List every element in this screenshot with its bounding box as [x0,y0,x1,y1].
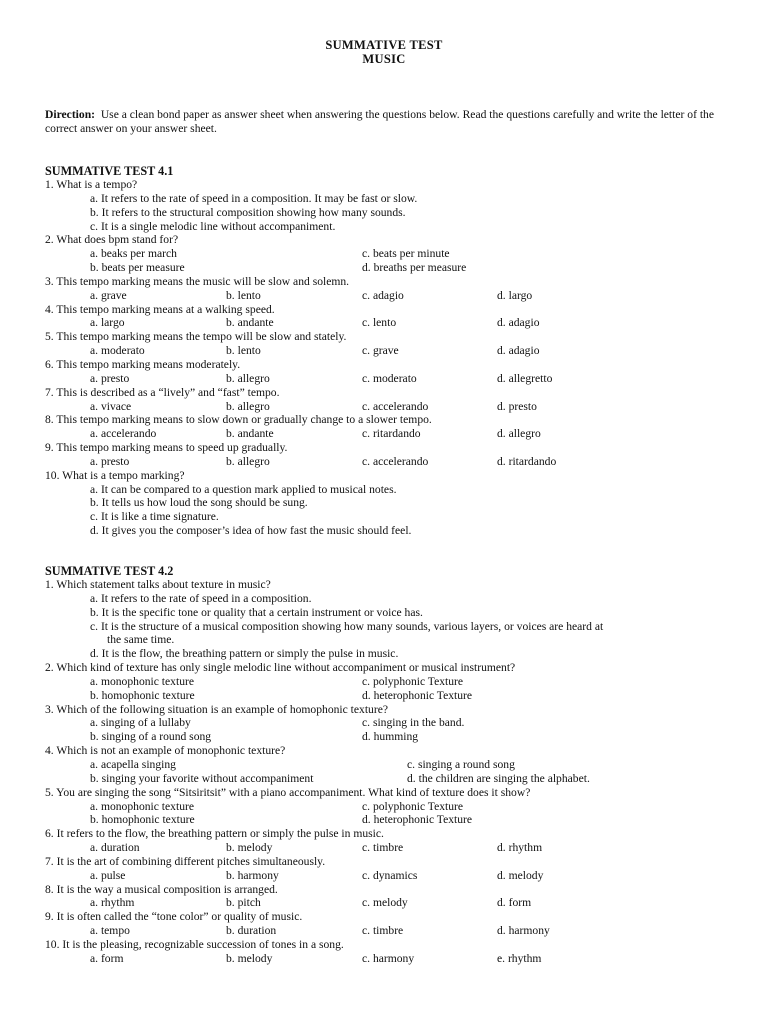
option: a. presto [90,371,130,385]
option: b. allegro [226,454,270,468]
option: d. rhythm [497,841,543,855]
option: c. adagio [362,288,404,302]
option: d. adagio [497,316,540,330]
option: d. heterophonic Texture [362,813,473,827]
option-row [45,758,735,772]
direction-paragraph [45,108,725,136]
option-row [45,427,735,441]
option: b. It refers to the structural composition showing how many sounds. [90,205,406,219]
option: b. homophonic texture [90,688,195,702]
option-row [45,372,735,386]
section-test-4-1 [45,164,735,538]
option: a. monophonic texture [90,799,194,813]
option-row [45,316,735,330]
option: c. ritardando [362,427,421,441]
direction-label: Direction: [45,108,96,121]
option: d. melody [497,868,544,882]
option: b. singing of a round song [90,730,212,744]
option: d. presto [497,399,537,413]
option-row [45,813,735,827]
question: 9. This tempo marking means to speed up gradually. [45,441,288,455]
option: d. ritardando [497,454,557,468]
option: a. accelerando [90,427,157,441]
section-title: SUMMATIVE TEST 4.1 [45,164,174,178]
question: 5. This tempo marking means the tempo will be slow and stately. [45,330,347,344]
option: a. beaks per march [90,247,177,261]
option: d. breaths per measure [362,261,467,275]
direction-text: Use a clean bond paper as answer sheet when answering the questions below. Read the questions carefully and write the letter of the correct answer on your answer sheet. [45,108,715,135]
option-row [45,689,735,703]
option: a. rhythm [90,896,135,910]
option: b. allegro [226,399,270,413]
option-row [45,730,735,744]
option: a. presto [90,454,130,468]
option: a. It can be compared to a question mark applied to musical notes. [90,482,397,496]
option: c. polyphonic Texture [362,674,464,688]
option: b. melody [226,841,273,855]
option-row [45,800,735,814]
question: 1. What is a tempo? [45,178,138,191]
option: b. andante [226,316,274,330]
option: d. largo [497,288,533,302]
option: c. polyphonic Texture [362,799,464,813]
option: d. It is the flow, the breathing pattern or simply the pulse in music. [90,647,399,661]
option-row [45,869,735,883]
question: 2. Which kind of texture has only single melodic line without accompaniment or musical instrument? [45,661,516,675]
option: a. It refers to the rate of speed in a composition. [90,591,312,605]
option-row [45,400,735,414]
option: c. grave [362,344,399,358]
option-row [45,952,735,966]
option: a. form [90,951,124,965]
question: 10. What is a tempo marking? [45,468,185,482]
option: e. rhythm [497,951,542,965]
option-row [45,675,735,689]
option-row [45,841,735,855]
option: c. It is the structure of a musical composition showing how many sounds, various layers, or voices are heard at [90,619,604,633]
section-test-4-2 [45,564,735,966]
option-row [45,896,735,910]
option: a. moderato [90,344,145,358]
option: c. singing in the band. [362,716,465,730]
page-title: SUMMATIVE TEST [325,38,443,52]
option: b. beats per measure [90,261,185,275]
question: 6. This tempo marking means moderately. [45,357,241,371]
question: 6. It refers to the flow, the breathing pattern or simply the pulse in music. [45,827,384,841]
option: b. homophonic texture [90,813,195,827]
option: c. accelerando [362,454,429,468]
option: c. timbre [362,841,404,855]
option: d. the children are singing the alphabet. [407,771,590,785]
option-row [45,247,735,261]
option: b. It tells us how loud the song should be sung. [90,496,308,510]
section-title: SUMMATIVE TEST 4.2 [45,564,174,578]
option: c. timbre [362,924,404,938]
option-row [45,716,735,730]
option: a. largo [90,316,125,330]
question: 9. It is often called the “tone color” or quality of music. [45,910,303,924]
option-row [45,344,735,358]
option: b. harmony [226,868,279,882]
option: b. It is the specific tone or quality that a certain instrument or voice has. [90,605,423,619]
option: b. singing your favorite without accompaniment [90,771,314,785]
question: 7. It is the art of combining different pitches simultaneously. [45,854,326,868]
option: a. vivace [90,399,132,413]
option-row [45,772,735,786]
option-continued: the same time. [107,633,175,647]
question: 5. You are singing the song “Sitsiritsit” with a piano accompaniment. What kind of texture does it show? [45,785,531,799]
option-row [45,455,735,469]
option: b. pitch [226,896,261,910]
option: b. lento [226,344,261,358]
option: a. It refers to the rate of speed in a composition. It may be fast or slow. [90,191,418,205]
option: b. duration [226,924,277,938]
option: a. monophonic texture [90,674,194,688]
question: 3. Which of the following situation is an example of homophonic texture? [45,702,389,716]
option: d. form [497,896,532,910]
option: c. dynamics [362,868,418,882]
option: d. adagio [497,344,540,358]
option: c. beats per minute [362,247,450,261]
option: c. lento [362,316,397,330]
question: 1. Which statement talks about texture in music? [45,578,271,591]
option: d. harmony [497,924,550,938]
question: 7. This is described as a “lively” and “fast” tempo. [45,385,280,399]
option: d. allegretto [497,371,553,385]
option: d. It gives you the composer’s idea of how fast the music should feel. [90,524,412,538]
option: a. acapella singing [90,757,176,771]
option: c. harmony [362,951,415,965]
option: b. allegro [226,371,270,385]
question: 8. This tempo marking means to slow down or gradually change to a slower tempo. [45,413,432,427]
option-row [45,261,735,275]
option: b. andante [226,427,274,441]
option: a. duration [90,841,140,855]
question: 8. It is the way a musical composition is arranged. [45,882,278,896]
option: a. singing of a lullaby [90,716,191,730]
question: 2. What does bpm stand for? [45,233,179,247]
option: b. melody [226,951,273,965]
option: c. accelerando [362,399,429,413]
option: b. lento [226,288,261,302]
option: d. heterophonic Texture [362,688,473,702]
option: a. grave [90,288,127,302]
option: d. humming [362,730,419,744]
option: c. melody [362,896,408,910]
option: c. moderato [362,371,417,385]
question: 4. Which is not an example of monophonic texture? [45,744,286,758]
option: d. allegro [497,427,541,441]
question: 4. This tempo marking means at a walking speed. [45,302,275,316]
question: 3. This tempo marking means the music will be slow and solemn. [45,274,350,288]
option: c. It is a single melodic line without accompaniment. [90,219,336,233]
option: c. It is like a time signature. [90,510,219,524]
option-row [45,289,735,303]
option: a. pulse [90,868,126,882]
option-row [45,924,735,938]
question: 10. It is the pleasing, recognizable succession of tones in a song. [45,937,344,951]
page-subtitle: MUSIC [362,52,406,66]
option: a. tempo [90,924,130,938]
option: c. singing a round song [407,757,515,771]
